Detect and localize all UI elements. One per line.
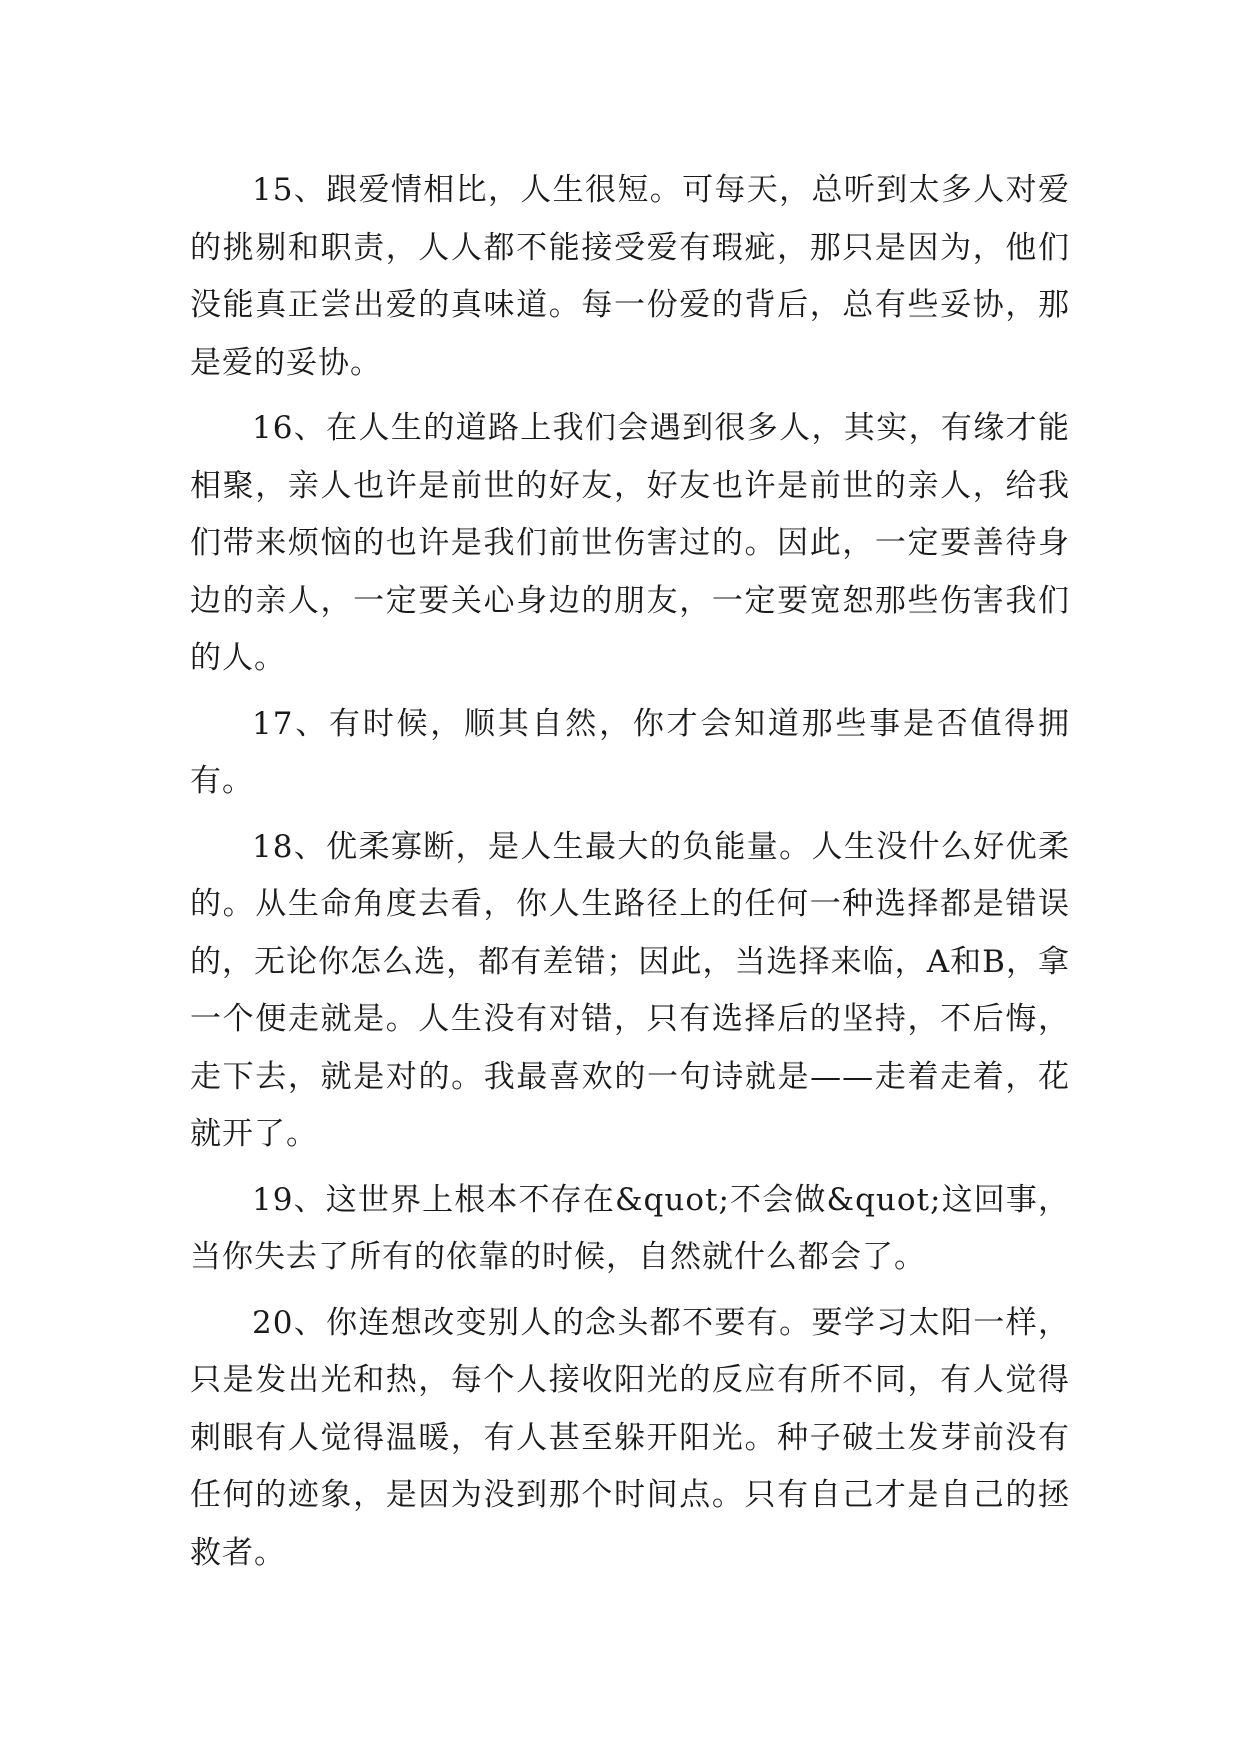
paragraph-16: 16、在人生的道路上我们会遇到很多人，其实，有缘才能相聚，亲人也许是前世的好友，好友也许是前世的亲人，给我们带来烦恼的也许是我们前世伤害过的。因此，一定要善待身边的亲人，一定要关心身边的朋友，一定要宽恕那些伤害我们的人。 bbox=[190, 410, 1070, 676]
paragraph-19: 19、这世界上根本不存在&quot;不会做&quot;这回事，当你失去了所有的依靠的时候，自然就什么都会了。 bbox=[190, 1181, 1070, 1275]
paragraph-17: 17、有时候，顺其自然，你才会知道那些事是否值得拥有。 bbox=[190, 705, 1070, 799]
paragraph-20: 20、你连想改变别人的念头都不要有。要学习太阳一样，只是发出光和热，每个人接收阳光的反应有所不同，有人觉得刺眼有人觉得温暖，有人甚至躲开阳光。种子破土发芽前没有任何的迹象，是因为没到那个时间点。只有自己才是自己的拯救者。 bbox=[190, 1304, 1070, 1571]
paragraph-15: 15、跟爱情相比，人生很短。可每天，总听到太多人对爱的挑剔和职责，人人都不能接受爱有瑕疵，那只是因为，他们没能真正尝出爱的真味道。每一份爱的背后，总有些妥协，那是爱的妥协。 bbox=[190, 172, 1070, 381]
document-body bbox=[190, 162, 1070, 1590]
paragraph-18: 18、优柔寡断，是人生最大的负能量。人生没什么好优柔的。从生命角度去看，你人生路径上的任何一种选择都是错误的，无论你怎么选，都有差错；因此，当选择来临，A和B，拿一个便走就是。人生没有对错，只有选择后的坚持，不后悔，走下去，就是对的。我最喜欢的一句诗就是——走着走着，花就开了。 bbox=[190, 828, 1070, 1152]
